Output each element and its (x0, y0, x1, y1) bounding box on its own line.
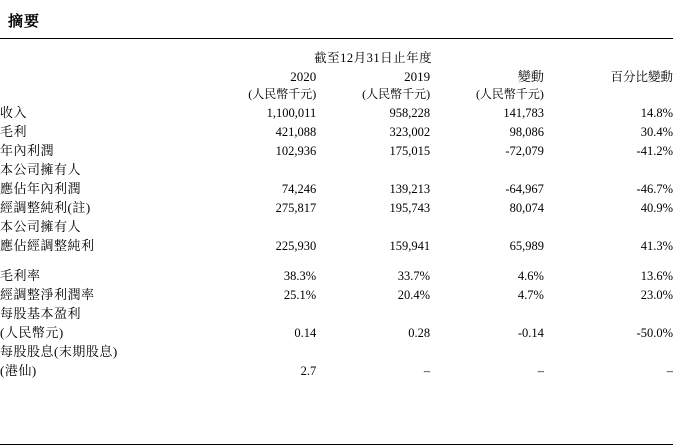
table-header-unit-row (0, 85, 673, 102)
table-row (0, 102, 673, 121)
cell-change: -72,079 (505, 144, 544, 158)
cell-2020: 74,246 (281, 182, 317, 196)
cell-2020: 38.3% (283, 269, 317, 283)
cell-2019: 958,228 (389, 106, 431, 120)
cell-2019: 323,002 (389, 125, 431, 139)
cell-percent-change (544, 341, 673, 360)
cell-2020: 0.14 (294, 326, 317, 340)
spacer-cell (0, 254, 673, 265)
cell-change (430, 159, 544, 178)
cell-2019: 195,743 (389, 201, 431, 215)
table-row (0, 303, 673, 322)
cell-2019: 20.4% (397, 288, 431, 302)
column-unit-percent (544, 85, 673, 102)
cell-2020: 102,936 (275, 144, 317, 158)
cell-percent-change (544, 303, 673, 322)
empty-header-cell (544, 48, 673, 66)
cell-2020: 25.1% (283, 288, 317, 302)
row-label: 經調整純利(註) (0, 200, 91, 215)
cell-percent-change: 14.8% (640, 106, 673, 120)
empty-corner-cell-2 (0, 66, 202, 85)
table-row (0, 341, 673, 360)
table-row (0, 235, 673, 254)
table-row (0, 254, 673, 265)
row-label: (人民幣元) (0, 325, 64, 340)
cell-change: -0.14 (517, 326, 544, 340)
cell-percent-change: 23.0% (640, 288, 673, 302)
cell-2019: – (423, 364, 431, 378)
table-header-period-row (0, 48, 673, 66)
cell-change: 65,989 (509, 239, 544, 253)
cell-2020: 225,930 (275, 239, 317, 253)
cell-change (430, 341, 544, 360)
cell-2020: 275,817 (275, 201, 317, 215)
table-row (0, 159, 673, 178)
table-row (0, 284, 673, 303)
table-row (0, 121, 673, 140)
cell-change: 141,783 (503, 106, 544, 120)
cell-2019 (316, 159, 430, 178)
column-header-2020: 2020 (290, 69, 317, 84)
cell-change: -64,967 (505, 182, 544, 196)
cell-2019: 159,941 (389, 239, 431, 253)
row-label: 經調整淨利潤率 (0, 287, 95, 302)
cell-percent-change: – (666, 364, 673, 378)
row-label: 本公司擁有人 (0, 219, 82, 234)
cell-2019: 175,015 (389, 144, 431, 158)
row-label: 收入 (0, 105, 28, 120)
cell-2020: 1,100,011 (266, 106, 317, 120)
cell-percent-change: -46.7% (636, 182, 673, 196)
row-label: 每股股息(末期股息) (0, 344, 118, 359)
table-body (0, 102, 673, 379)
cell-percent-change: -50.0% (636, 326, 673, 340)
period-header: 截至12月31日止年度 (314, 51, 433, 65)
column-unit-2020: (人民幣千元) (248, 87, 317, 101)
cell-2019 (316, 341, 430, 360)
table-header (0, 48, 673, 102)
column-header-change: 變動 (517, 69, 544, 84)
page-title: 摘要 (8, 14, 41, 30)
table-row (0, 322, 673, 341)
column-unit-change: (人民幣千元) (475, 87, 544, 101)
empty-corner-cell-3 (0, 85, 202, 102)
header-divider (0, 38, 673, 39)
cell-change: 80,074 (509, 201, 544, 215)
table-row (0, 360, 673, 379)
cell-2020 (202, 341, 316, 360)
cell-percent-change (544, 216, 673, 235)
cell-change: 4.7% (517, 288, 544, 302)
cell-percent-change: 30.4% (640, 125, 673, 139)
table-row (0, 178, 673, 197)
table-row (0, 265, 673, 284)
cell-percent-change: 40.9% (640, 201, 673, 215)
column-unit-2019: (人民幣千元) (362, 87, 431, 101)
cell-2020 (202, 303, 316, 322)
cell-change: 98,086 (509, 125, 544, 139)
row-label: (港仙) (0, 363, 37, 378)
row-label: 本公司擁有人 (0, 162, 82, 177)
row-label: 每股基本盈利 (0, 306, 82, 321)
cell-2020 (202, 216, 316, 235)
cell-change: 4.6% (517, 269, 544, 283)
column-header-percent-change: 百分比變動 (610, 70, 673, 84)
cell-change (430, 216, 544, 235)
cell-change (430, 303, 544, 322)
empty-corner-cell (0, 48, 202, 66)
row-label: 毛利 (0, 124, 28, 139)
row-label: 應佔年內利潤 (0, 181, 82, 196)
cell-2019: 0.28 (408, 326, 431, 340)
cell-change: – (537, 364, 544, 378)
table-row (0, 216, 673, 235)
cell-2020: 2.7 (300, 364, 317, 378)
table-row (0, 197, 673, 216)
cell-2019 (316, 303, 430, 322)
cell-2020 (202, 159, 316, 178)
cell-percent-change (544, 159, 673, 178)
cell-2019: 33.7% (397, 269, 431, 283)
financial-summary-table (0, 48, 673, 379)
cell-2019: 139,213 (389, 182, 431, 196)
cell-2020: 421,088 (275, 125, 317, 139)
cell-2019 (316, 216, 430, 235)
column-header-2019: 2019 (404, 69, 431, 84)
cell-percent-change: -41.2% (636, 144, 673, 158)
row-label: 毛利率 (0, 268, 41, 283)
cell-percent-change: 41.3% (640, 239, 673, 253)
row-label: 應佔經調整純利 (0, 238, 95, 253)
row-label: 年內利潤 (0, 143, 55, 158)
table-row (0, 140, 673, 159)
cell-percent-change: 13.6% (640, 269, 673, 283)
table-header-year-row (0, 66, 673, 85)
